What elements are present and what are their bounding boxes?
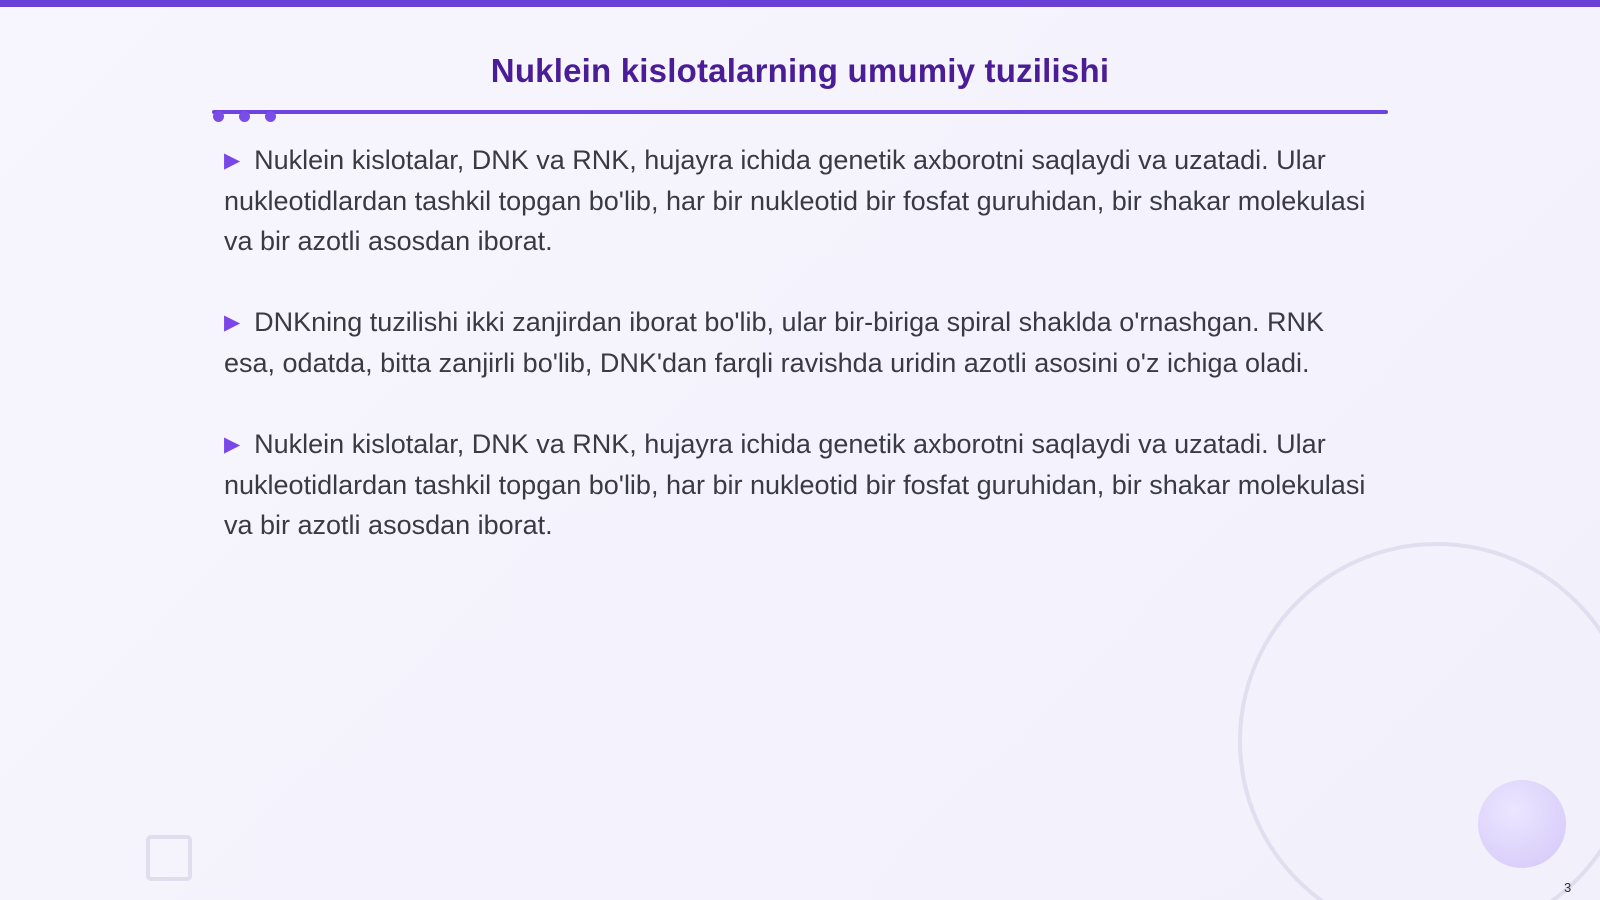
bullet-paragraph (224, 302, 1374, 383)
decor-circle (1478, 780, 1566, 868)
triangle-right-icon: ▶ (224, 311, 241, 334)
paragraph-text: Nuklein kislotalar, DNK va RNK, hujayra ichida genetik axborotni saqlaydi va uzatadi. Ular nukleotidlardan tashkil topgan bo'lib, har bir nukleotid bir fosfat guruhidan, bir shakar molekulasi va bir azotli asosdan iborat. (224, 429, 1366, 540)
page-number: 3 (1564, 880, 1572, 895)
triangle-right-icon: ▶ (224, 149, 241, 172)
decor-square (146, 835, 192, 881)
bullet-list (224, 140, 1374, 586)
paragraph-text: DNKning tuzilishi ikki zanjirdan iborat bo'lib, ular bir-biriga spiral shaklda o'rnashgan. RNK esa, odatda, bitta zanjirli bo'lib, DNK'dan farqli ravishda uridin azotli asosini o'z ichiga oladi. (224, 307, 1324, 378)
paragraph-text: Nuklein kislotalar, DNK va RNK, hujayra ichida genetik axborotni saqlaydi va uzatadi. Ular nukleotidlardan tashkil topgan bo'lib, har bir nukleotid bir fosfat guruhidan, bir shakar molekulasi va bir azotli asosdan iborat. (224, 145, 1366, 256)
triangle-right-icon: ▶ (224, 433, 241, 456)
decor-dot (265, 111, 276, 122)
top-accent-bar (0, 0, 1600, 7)
slide-title: Nuklein kislotalarning umumiy tuzilishi (490, 52, 1110, 89)
bullet-paragraph (224, 140, 1374, 261)
bullet-paragraph (224, 424, 1374, 545)
decor-dot (213, 111, 224, 122)
title-underline (212, 110, 1388, 114)
decor-dot (239, 111, 250, 122)
